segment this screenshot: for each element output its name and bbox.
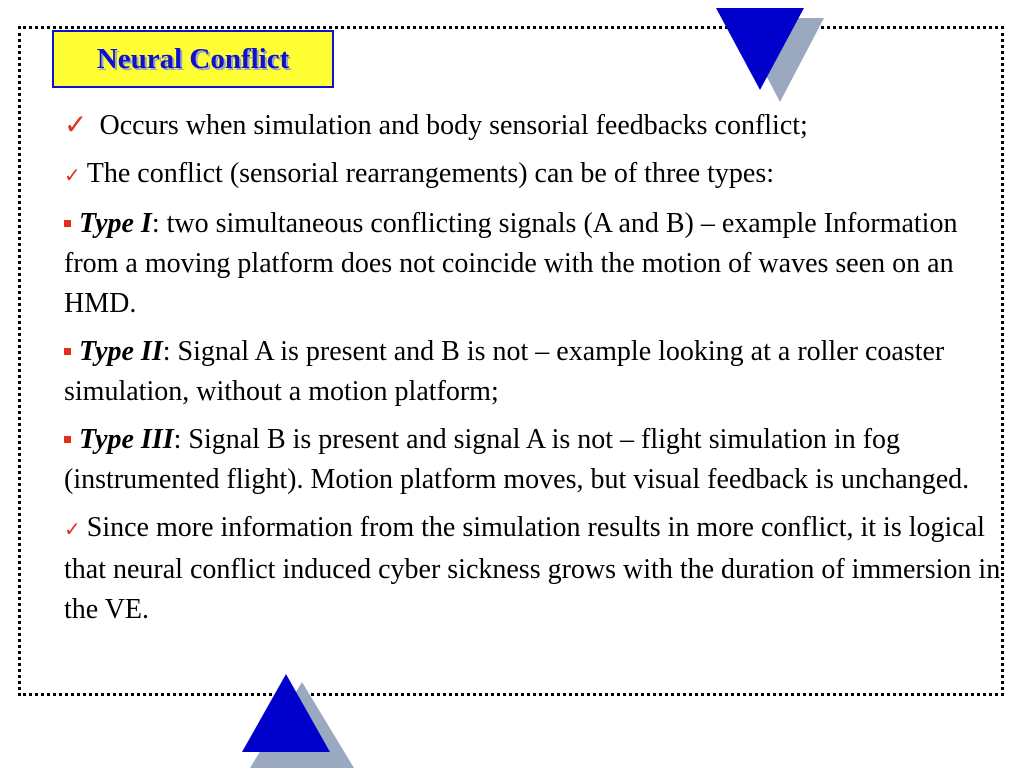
down-triangle-icon bbox=[712, 6, 824, 102]
bullet-text: Occurs when simulation and body sensorial feedbacks conflict; bbox=[99, 110, 808, 141]
bullet-item bbox=[64, 420, 1004, 500]
checkmark-icon: ✓ bbox=[64, 519, 81, 541]
type-label: Type III bbox=[79, 424, 174, 455]
slide-title: Neural Conflict bbox=[96, 42, 290, 75]
up-triangle-icon bbox=[240, 672, 354, 768]
type-label: Type II bbox=[79, 336, 163, 367]
bullet-text: : two simultaneous conflicting signals (A and B) – example Information from a moving platform does not coincide with the motion of waves seen on an HMD. bbox=[64, 208, 958, 319]
square-bullet-icon bbox=[64, 348, 71, 355]
bullet-text: : Signal A is present and B is not – example looking at a roller coaster simulation, without a motion platform; bbox=[64, 336, 945, 407]
bullet-item bbox=[64, 332, 1004, 412]
square-bullet-icon bbox=[64, 220, 71, 227]
checkmark-icon: ✓ bbox=[64, 165, 81, 187]
checkmark-icon: ✓ bbox=[64, 110, 88, 141]
title-box bbox=[52, 30, 334, 88]
bullet-item bbox=[64, 204, 1004, 324]
bullet-text: Since more information from the simulation results in more conflict, it is logical that neural conflict induced cyber sickness grows with the duration of immersion in the VE. bbox=[64, 512, 1001, 625]
square-bullet-icon bbox=[64, 436, 71, 443]
bullet-item bbox=[64, 106, 1004, 146]
bullet-item bbox=[64, 508, 1004, 630]
type-label: Type I bbox=[79, 208, 152, 239]
bullet-text: : Signal B is present and signal A is not – flight simulation in fog (instrumented flight). Motion platform moves, but visual feedback is unchanged. bbox=[64, 424, 970, 495]
slide-content bbox=[64, 106, 1004, 638]
bullet-item bbox=[64, 154, 1004, 196]
bullet-text: The conflict (sensorial rearrangements) can be of three types: bbox=[86, 158, 775, 189]
